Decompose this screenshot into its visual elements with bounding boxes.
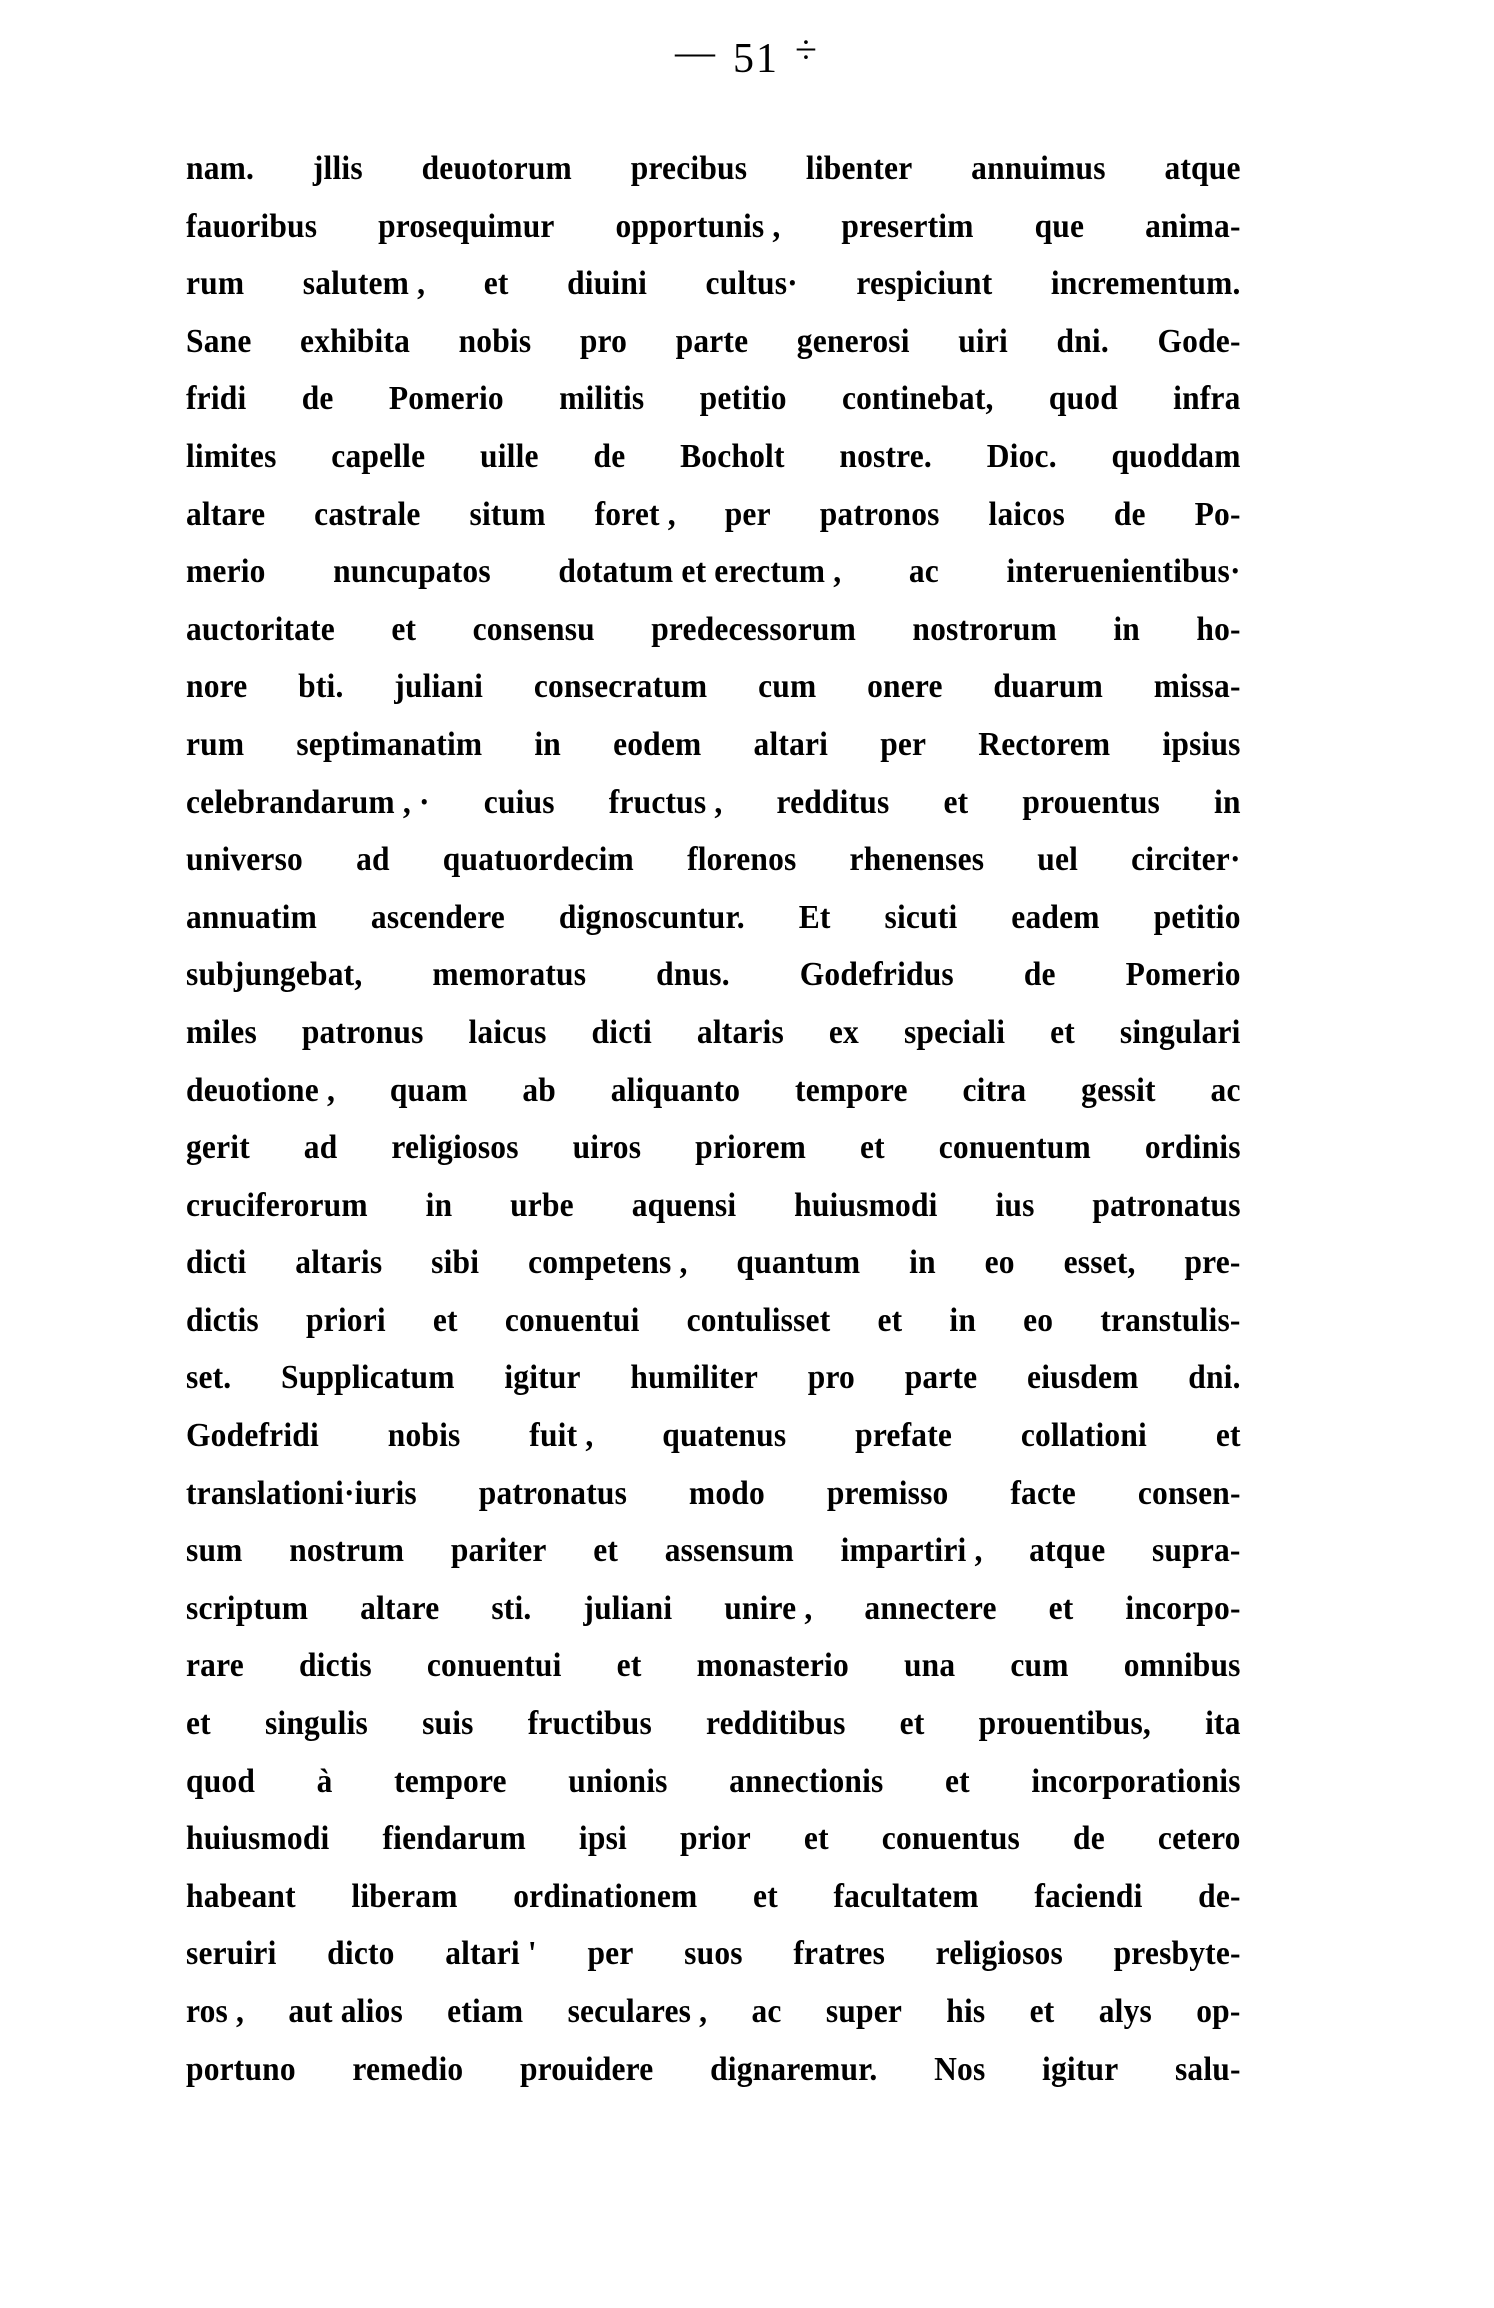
- word: rare: [186, 1647, 244, 1685]
- word: cum: [758, 668, 817, 706]
- word: ita: [1205, 1705, 1241, 1743]
- word: nobis: [458, 322, 532, 360]
- word: una: [903, 1647, 956, 1685]
- word: alys: [1098, 1993, 1152, 2030]
- word: et: [859, 1129, 885, 1167]
- word: competens ,: [528, 1244, 688, 1282]
- word: prosequimur: [378, 207, 555, 245]
- text-line: [186, 889, 1241, 947]
- text-line: [186, 198, 1241, 256]
- word: fructibus: [527, 1705, 652, 1743]
- word: patronatus: [1092, 1186, 1241, 1224]
- word: et: [186, 1705, 211, 1743]
- word: et: [945, 1762, 970, 1800]
- word: generosi: [796, 322, 910, 360]
- word: Bocholt: [680, 437, 785, 475]
- word: subjungebat,: [186, 956, 363, 994]
- word: dicto: [327, 1935, 395, 1973]
- word: ab: [522, 1071, 556, 1109]
- word: dictis: [186, 1301, 259, 1339]
- word: de: [1023, 956, 1056, 994]
- word: universo: [186, 841, 303, 879]
- word: huiusmodi: [794, 1186, 938, 1224]
- word: Godefridus: [799, 956, 954, 994]
- word: et: [1048, 1589, 1074, 1627]
- word: altaris: [295, 1244, 383, 1282]
- word: patronos: [819, 495, 940, 533]
- word: eo: [984, 1244, 1015, 1282]
- word: altare: [186, 495, 266, 533]
- word: Sane: [186, 322, 252, 360]
- word: rhenenses: [849, 841, 985, 879]
- word: fiendarum: [382, 1820, 526, 1858]
- word: modo: [688, 1474, 765, 1512]
- word: interuenientibus·: [1006, 553, 1241, 591]
- word: onere: [867, 668, 943, 706]
- word: dotatum et erectum ,: [558, 553, 842, 591]
- text-line: [186, 1234, 1241, 1292]
- word: omnibus: [1123, 1647, 1241, 1685]
- text-line: [186, 370, 1241, 428]
- word: atque: [1164, 150, 1241, 187]
- word: cultus·: [705, 265, 798, 303]
- word: translationi·iuris: [186, 1474, 417, 1512]
- text-line: [186, 2041, 1241, 2099]
- word: huiusmodi: [186, 1820, 330, 1858]
- word: et: [803, 1820, 829, 1858]
- word: et: [753, 1877, 778, 1915]
- word: in: [949, 1301, 977, 1339]
- word: habeant: [186, 1877, 296, 1915]
- word: facultatem: [833, 1877, 979, 1915]
- text-line: [186, 658, 1241, 716]
- word: quantum: [736, 1244, 861, 1282]
- word: nuncupatos: [333, 553, 491, 591]
- word: etiam: [447, 1993, 524, 2030]
- word: ad: [356, 841, 390, 879]
- word: parte: [904, 1359, 978, 1397]
- word: juliani: [394, 668, 484, 706]
- page-number: 51: [733, 36, 780, 83]
- word: infra: [1173, 380, 1241, 418]
- word: cum: [1010, 1647, 1069, 1685]
- word: collationi: [1020, 1417, 1147, 1455]
- word: ad: [303, 1129, 338, 1167]
- word: juliani: [583, 1589, 673, 1627]
- word: unionis: [568, 1762, 668, 1800]
- word: Nos: [934, 2050, 986, 2088]
- word: foret ,: [594, 495, 676, 533]
- word: et: [432, 1301, 458, 1339]
- word: diuini: [567, 265, 648, 303]
- body-text-block: [186, 140, 1308, 2098]
- word: aliquanto: [610, 1071, 741, 1109]
- text-line: [186, 1753, 1241, 1811]
- word: ho-: [1196, 610, 1241, 648]
- word: aut alios: [288, 1993, 403, 2030]
- word: ipsius: [1162, 725, 1241, 763]
- word: in: [1113, 610, 1140, 648]
- word: ros ,: [186, 1993, 245, 2030]
- word: annectere: [864, 1589, 997, 1627]
- word: liberam: [351, 1877, 458, 1915]
- word: in: [1214, 783, 1241, 821]
- word: patronatus: [478, 1474, 628, 1512]
- word: de: [301, 380, 334, 418]
- word: et: [593, 1532, 619, 1570]
- word: uille: [480, 437, 539, 475]
- text-line: [186, 428, 1241, 486]
- word: ordinationem: [513, 1877, 698, 1915]
- word: uiri: [958, 322, 1008, 360]
- word: citra: [962, 1071, 1027, 1109]
- word: et: [943, 783, 969, 821]
- word: priori: [305, 1301, 386, 1339]
- word: ac: [908, 553, 939, 591]
- word: portuno: [186, 2050, 296, 2088]
- word: ex: [828, 1013, 859, 1051]
- word: prior: [679, 1820, 751, 1858]
- word: super: [825, 1993, 903, 2030]
- word: dicti: [186, 1244, 247, 1282]
- word: pro: [579, 322, 628, 360]
- word: Pomerio: [388, 380, 504, 418]
- word: in: [534, 725, 562, 763]
- word: transtulis-: [1100, 1301, 1241, 1339]
- head-rule-right: ÷: [795, 27, 819, 72]
- text-line: [186, 1580, 1241, 1638]
- text-line: [186, 1868, 1241, 1926]
- word: Dioc.: [986, 437, 1057, 475]
- word: humiliter: [630, 1359, 759, 1397]
- word: et: [1215, 1417, 1241, 1455]
- word: duarum: [993, 668, 1104, 706]
- word: monasterio: [696, 1647, 849, 1685]
- word: redditibus: [706, 1705, 846, 1743]
- word: incorporationis: [1031, 1762, 1241, 1800]
- word: quod: [1048, 380, 1118, 418]
- word: altaris: [696, 1013, 784, 1051]
- word: sum: [186, 1532, 243, 1570]
- word: parte: [675, 322, 749, 360]
- word: rum: [186, 265, 245, 303]
- word: laicus: [468, 1013, 547, 1051]
- word: cruciferorum: [186, 1186, 368, 1224]
- text-line: [186, 1062, 1241, 1120]
- word: altari: [753, 725, 829, 763]
- text-line: [186, 1810, 1241, 1868]
- text-line: [186, 716, 1241, 774]
- word: Supplicatum: [281, 1359, 455, 1397]
- word: singulari: [1119, 1013, 1241, 1051]
- word: dictis: [298, 1647, 372, 1685]
- text-line: [186, 1983, 1241, 2041]
- text-line: [186, 1004, 1241, 1062]
- word: pariter: [450, 1532, 547, 1570]
- word: annuimus: [971, 150, 1106, 187]
- word: laicos: [988, 495, 1065, 533]
- word: religiosos: [391, 1129, 519, 1167]
- word: op-: [1196, 1993, 1241, 2030]
- text-line: [186, 1695, 1241, 1753]
- word: fuit ,: [529, 1417, 594, 1455]
- word: Et: [798, 898, 831, 936]
- word: tempore: [795, 1071, 908, 1109]
- word: respiciunt: [856, 265, 993, 303]
- word: esset,: [1063, 1244, 1136, 1282]
- text-line: [186, 255, 1241, 313]
- word: pre-: [1184, 1244, 1241, 1282]
- word: atque: [1029, 1532, 1106, 1570]
- word: annuatim: [186, 898, 318, 936]
- word: altari ': [445, 1935, 537, 1973]
- word: quatenus: [662, 1417, 787, 1455]
- word: in: [425, 1186, 453, 1224]
- word: urbe: [510, 1186, 574, 1224]
- word: ius: [995, 1186, 1035, 1224]
- word: gessit: [1081, 1071, 1156, 1109]
- word: per: [724, 495, 771, 533]
- word: consensu: [472, 610, 595, 648]
- word: dni.: [1056, 322, 1109, 360]
- word: et: [391, 610, 417, 648]
- word: miles: [186, 1013, 257, 1051]
- word: nostrum: [289, 1532, 405, 1570]
- text-line: [186, 1292, 1241, 1350]
- word: à: [316, 1762, 333, 1800]
- running-head: [0, 28, 1494, 84]
- text-line: [186, 1349, 1241, 1407]
- word: dni.: [1188, 1359, 1241, 1397]
- word: remedio: [352, 2050, 464, 2088]
- word: continebat,: [841, 380, 994, 418]
- word: annectionis: [729, 1762, 884, 1800]
- text-line: [186, 486, 1241, 544]
- word: Gode-: [1157, 322, 1241, 360]
- head-rule-left: —: [675, 29, 718, 74]
- word: dicti: [591, 1013, 652, 1051]
- word: speciali: [903, 1013, 1006, 1051]
- text-line: [186, 601, 1241, 659]
- word: quoddam: [1111, 437, 1241, 475]
- word: rum: [186, 725, 245, 763]
- word: deuotorum: [421, 150, 572, 187]
- text-line: [186, 1522, 1241, 1580]
- word: prouentus: [1022, 783, 1160, 821]
- word: igitur: [1042, 2050, 1119, 2088]
- word: de: [1113, 495, 1146, 533]
- word: et: [1029, 1993, 1055, 2030]
- word: patronus: [301, 1013, 424, 1051]
- word: facte: [1010, 1474, 1076, 1512]
- word: quam: [389, 1071, 468, 1109]
- word: de-: [1198, 1877, 1241, 1915]
- word: memoratus: [432, 956, 587, 994]
- word: conuentus: [881, 1820, 1020, 1858]
- word: ac: [751, 1993, 782, 2030]
- word: incorpo-: [1125, 1589, 1241, 1627]
- word: et: [616, 1647, 642, 1685]
- word: nam.: [186, 150, 255, 187]
- word: conuentui: [426, 1647, 562, 1685]
- word: seruiri: [186, 1935, 277, 1973]
- word: situm: [469, 495, 546, 533]
- word: nobis: [387, 1417, 461, 1455]
- word: eo: [1023, 1301, 1054, 1339]
- word: per: [587, 1935, 634, 1973]
- word: prouentibus,: [978, 1705, 1151, 1743]
- word: capelle: [331, 437, 426, 475]
- word: septimanatim: [296, 725, 483, 763]
- word: dnus.: [656, 956, 730, 994]
- word: scriptum: [186, 1589, 309, 1627]
- word: pro: [807, 1359, 855, 1397]
- word: dignaremur.: [710, 2050, 878, 2088]
- word: eodem: [613, 725, 702, 763]
- word: fructus ,: [608, 783, 723, 821]
- word: eiusdem: [1027, 1359, 1139, 1397]
- word: predecessorum: [651, 610, 856, 648]
- word: his: [946, 1993, 986, 2030]
- word: castrale: [314, 495, 421, 533]
- word: prouidere: [519, 2050, 654, 2088]
- text-line: [186, 140, 1241, 198]
- word: consen-: [1137, 1474, 1241, 1512]
- word: set.: [186, 1359, 232, 1397]
- word: seculares ,: [567, 1993, 708, 2030]
- word: faciendi: [1034, 1877, 1143, 1915]
- word: igitur: [504, 1359, 581, 1397]
- word: eadem: [1011, 898, 1100, 936]
- word: exhibita: [300, 322, 411, 360]
- text-line: [186, 543, 1241, 601]
- word: et: [877, 1301, 903, 1339]
- word: salu-: [1174, 2050, 1241, 2088]
- text-line: [186, 1407, 1241, 1465]
- word: ipsi: [578, 1820, 627, 1858]
- word: singulis: [264, 1705, 368, 1743]
- text-line: [186, 774, 1241, 832]
- text-line: [186, 1925, 1241, 1983]
- word: et: [899, 1705, 925, 1743]
- word: petitio: [1153, 898, 1241, 936]
- word: conuentum: [938, 1129, 1091, 1167]
- word: redditus: [776, 783, 890, 821]
- word: impartiri ,: [840, 1532, 983, 1570]
- word: sti.: [491, 1589, 532, 1627]
- word: suis: [422, 1705, 474, 1743]
- word: missa-: [1153, 668, 1241, 706]
- word: religiosos: [935, 1935, 1063, 1973]
- word: sibi: [431, 1244, 480, 1282]
- word: petitio: [699, 380, 787, 418]
- word: uel: [1037, 841, 1079, 879]
- word: ac: [1210, 1071, 1241, 1109]
- word: dignoscuntur.: [558, 898, 745, 936]
- word: Pomerio: [1125, 956, 1241, 994]
- word: limites: [186, 437, 277, 475]
- word: auctoritate: [186, 610, 335, 648]
- word: premisso: [826, 1474, 949, 1512]
- word: nostre.: [839, 437, 932, 475]
- word: quatuordecim: [442, 841, 634, 879]
- word: celebrandarum , ·: [186, 783, 430, 821]
- word: Godefridi: [186, 1417, 319, 1455]
- word: de: [593, 437, 626, 475]
- text-line: [186, 1465, 1241, 1523]
- word: aquensi: [631, 1186, 737, 1224]
- word: deuotione ,: [186, 1071, 336, 1109]
- word: sicuti: [884, 898, 958, 936]
- word: bti.: [298, 668, 344, 706]
- word: presbyte-: [1113, 1935, 1241, 1973]
- word: tempore: [394, 1762, 507, 1800]
- word: nostrorum: [912, 610, 1057, 648]
- word: fridi: [186, 380, 247, 418]
- word: Rectorem: [978, 725, 1111, 763]
- word: assensum: [664, 1532, 794, 1570]
- word: florenos: [687, 841, 797, 879]
- word: ordinis: [1144, 1129, 1241, 1167]
- word: salutem ,: [302, 265, 426, 303]
- word: consecratum: [533, 668, 708, 706]
- word: nore: [186, 668, 248, 706]
- word: cuius: [483, 783, 555, 821]
- text-line: [186, 946, 1241, 1004]
- word: quod: [186, 1762, 256, 1800]
- text-line: [186, 1177, 1241, 1235]
- word: gerit: [186, 1129, 250, 1167]
- text-line: [186, 1119, 1241, 1177]
- word: altare: [360, 1589, 440, 1627]
- word: unire ,: [724, 1589, 813, 1627]
- word: militis: [559, 380, 645, 418]
- word: libenter: [805, 150, 913, 187]
- word: in: [909, 1244, 936, 1282]
- word: Po-: [1194, 495, 1241, 533]
- word: jllis: [312, 150, 363, 187]
- word: incrementum.: [1050, 265, 1241, 303]
- word: anima-: [1145, 207, 1241, 245]
- word: per: [880, 725, 927, 763]
- word: que: [1034, 207, 1085, 245]
- word: precibus: [630, 150, 748, 187]
- text-line: [186, 831, 1241, 889]
- word: fauoribus: [186, 207, 318, 245]
- word: supra-: [1151, 1532, 1241, 1570]
- word: ascendere: [370, 898, 505, 936]
- word: prefate: [855, 1417, 953, 1455]
- word: opportunis ,: [615, 207, 781, 245]
- word: contulisset: [686, 1301, 831, 1339]
- word: priorem: [695, 1129, 807, 1167]
- word: merio: [186, 553, 266, 591]
- text-line: [186, 1637, 1241, 1695]
- word: et: [1050, 1013, 1075, 1051]
- word: de: [1073, 1820, 1105, 1858]
- word: fratres: [793, 1935, 886, 1973]
- word: circiter·: [1131, 841, 1241, 879]
- word: cetero: [1157, 1820, 1241, 1858]
- word: presertim: [841, 207, 974, 245]
- word: conuentui: [504, 1301, 640, 1339]
- text-line: [186, 313, 1241, 371]
- word: suos: [684, 1935, 743, 1973]
- word: et: [483, 265, 509, 303]
- word: uiros: [572, 1129, 642, 1167]
